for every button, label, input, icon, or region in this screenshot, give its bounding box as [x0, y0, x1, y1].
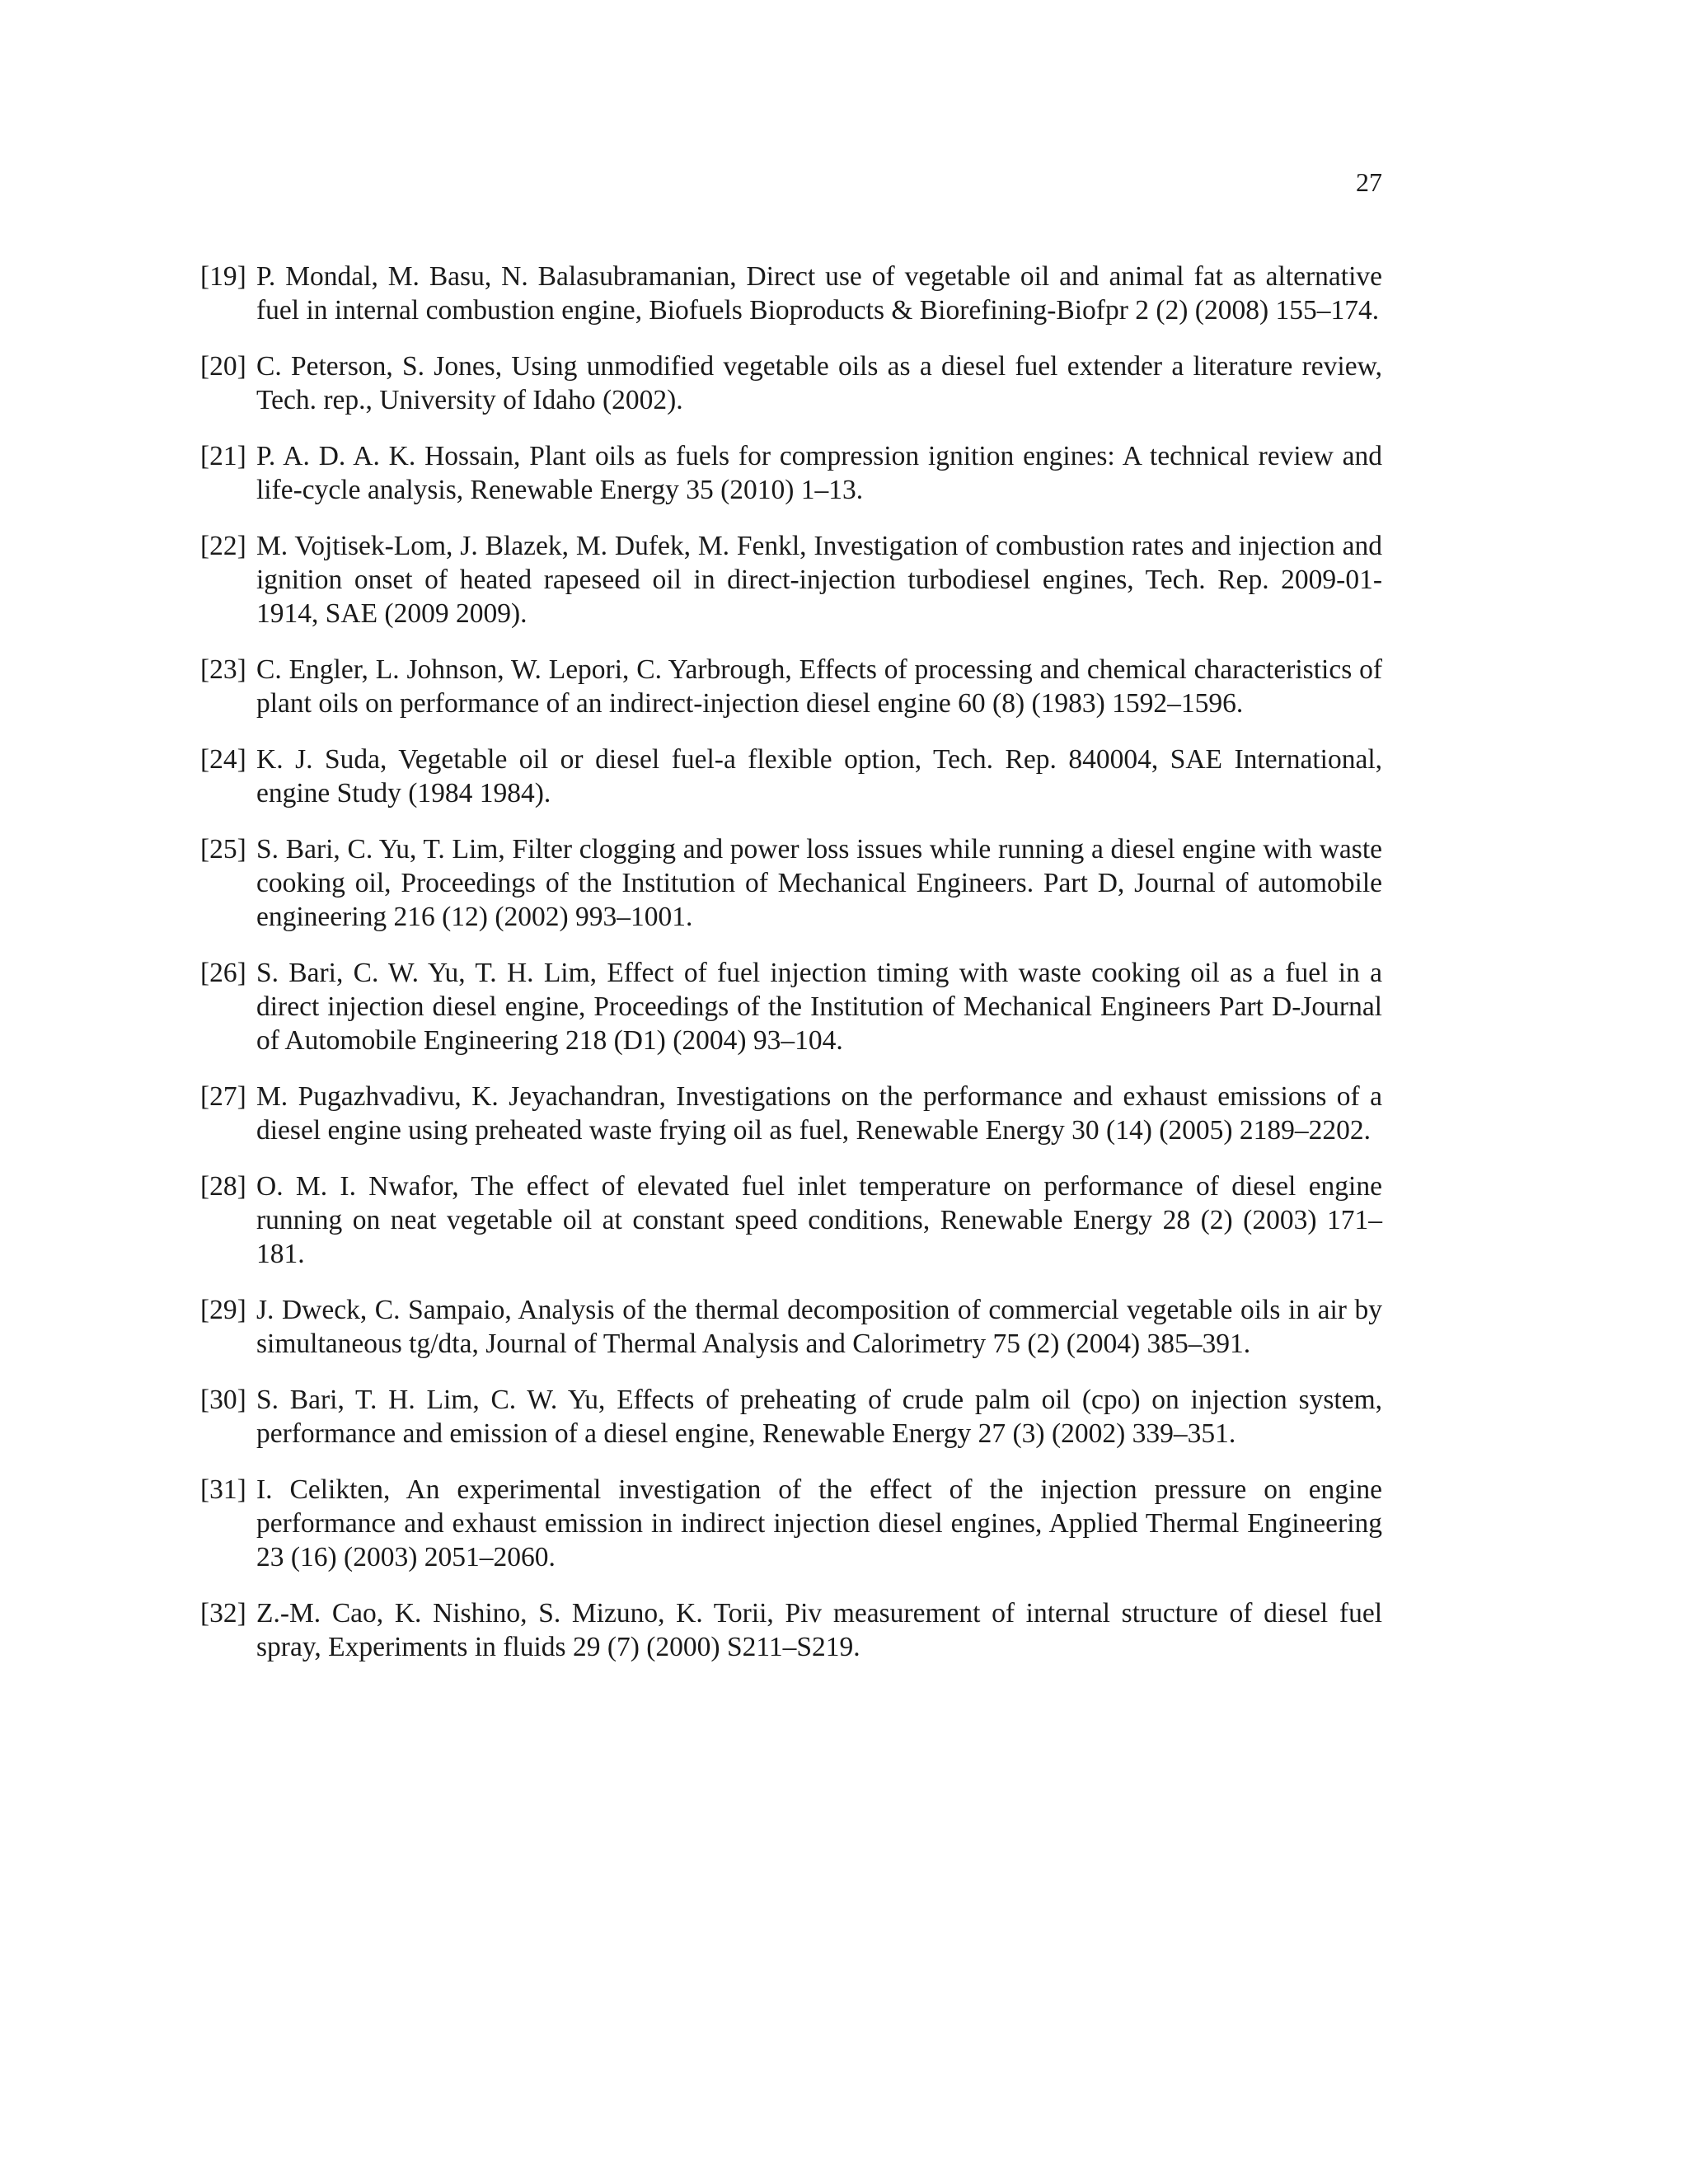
reference-item [200, 1596, 1382, 1664]
reference-text: M. Pugazhvadivu, K. Jeyachandran, Investigations on the performance and exhaust emissions of a diesel engine using preheated waste frying oil as fuel, Renewable Energy 30 (14) (2005) 2189–2202. [256, 1081, 1382, 1146]
reference-item [200, 1383, 1382, 1451]
reference-label: [29] [200, 1295, 246, 1325]
reference-item [200, 1169, 1382, 1271]
reference-label: [23] [200, 654, 246, 685]
reference-label: [27] [200, 1081, 246, 1112]
reference-label: [24] [200, 744, 246, 775]
reference-item [200, 260, 1382, 327]
reference-text: S. Bari, C. W. Yu, T. H. Lim, Effect of fuel injection timing with waste cooking oil as a fuel in a direct injection diesel engine, Proceedings of the Institution of Mechanical Engineers Part D-Journal of Automobile Engineering 218 (D1) (2004) 93–104. [256, 958, 1382, 1056]
page-number: 27 [1356, 167, 1382, 197]
reference-text: C. Peterson, S. Jones, Using unmodified vegetable oils as a diesel fuel extender a literature review, Tech. rep., University of Idaho (2002). [256, 351, 1382, 415]
reference-label: [31] [200, 1474, 246, 1505]
reference-text: S. Bari, T. H. Lim, C. W. Yu, Effects of preheating of crude palm oil (cpo) on injection system, performance and emission of a diesel engine, Renewable Energy 27 (3) (2002) 339–351. [256, 1385, 1382, 1449]
reference-item [200, 1293, 1382, 1361]
reference-label: [21] [200, 441, 246, 471]
reference-text: Z.-M. Cao, K. Nishino, S. Mizuno, K. Torii, Piv measurement of internal structure of diesel fuel spray, Experiments in fluids 29 (7) (2000) S211–S219. [256, 1598, 1382, 1662]
reference-item [200, 439, 1382, 507]
reference-item [200, 1080, 1382, 1147]
reference-item [200, 529, 1382, 630]
reference-item [200, 743, 1382, 810]
reference-item [200, 1473, 1382, 1574]
reference-label: [25] [200, 834, 246, 865]
reference-label: [26] [200, 958, 246, 988]
reference-text: O. M. I. Nwafor, The effect of elevated fuel inlet temperature on performance of diesel engine running on neat vegetable oil at constant speed conditions, Renewable Energy 28 (2) (2003) 171–181. [256, 1171, 1382, 1269]
reference-label: [19] [200, 261, 246, 292]
reference-text: C. Engler, L. Johnson, W. Lepori, C. Yarbrough, Effects of processing and chemical characteristics of plant oils on performance of an indirect-injection diesel engine 60 (8) (1983) 1592–1596. [256, 654, 1382, 719]
reference-list [200, 260, 1382, 1686]
reference-text: M. Vojtisek-Lom, J. Blazek, M. Dufek, M. Fenkl, Investigation of combustion rates and injection and ignition onset of heated rapeseed oil in direct-injection turbodiesel engines, Tech. Rep. 2009-01-1914, SAE (2009 2009). [256, 531, 1382, 629]
reference-item [200, 956, 1382, 1057]
reference-label: [32] [200, 1598, 246, 1629]
reference-text: J. Dweck, C. Sampaio, Analysis of the thermal decomposition of commercial vegetable oils in air by simultaneous tg/dta, Journal of Thermal Analysis and Calorimetry 75 (2) (2004) 385–391. [256, 1295, 1382, 1359]
reference-item [200, 832, 1382, 934]
reference-text: K. J. Suda, Vegetable oil or diesel fuel-a flexible option, Tech. Rep. 840004, SAE International, engine Study (1984 1984). [256, 744, 1382, 808]
reference-label: [30] [200, 1385, 246, 1415]
reference-label: [22] [200, 531, 246, 561]
reference-item [200, 653, 1382, 720]
reference-text: P. Mondal, M. Basu, N. Balasubramanian, Direct use of vegetable oil and animal fat as alternative fuel in internal combustion engine, Biofuels Bioproducts & Biorefining-Biofpr 2 (2) (2008) 155–174. [256, 261, 1382, 326]
reference-item [200, 349, 1382, 417]
reference-text: S. Bari, C. Yu, T. Lim, Filter clogging and power loss issues while running a diesel engine with waste cooking oil, Proceedings of the Institution of Mechanical Engineers. Part D, Journal of automobile engineering 216 (12) (2002) 993–1001. [256, 834, 1382, 932]
reference-label: [28] [200, 1171, 246, 1202]
reference-label: [20] [200, 351, 246, 382]
reference-text: I. Celikten, An experimental investigation of the effect of the injection pressure on engine performance and exhaust emission in indirect injection diesel engines, Applied Thermal Engineering 23 (16) (2003) 2051–2060. [256, 1474, 1382, 1572]
reference-text: P. A. D. A. K. Hossain, Plant oils as fuels for compression ignition engines: A technical review and life-cycle analysis, Renewable Energy 35 (2010) 1–13. [256, 441, 1382, 505]
